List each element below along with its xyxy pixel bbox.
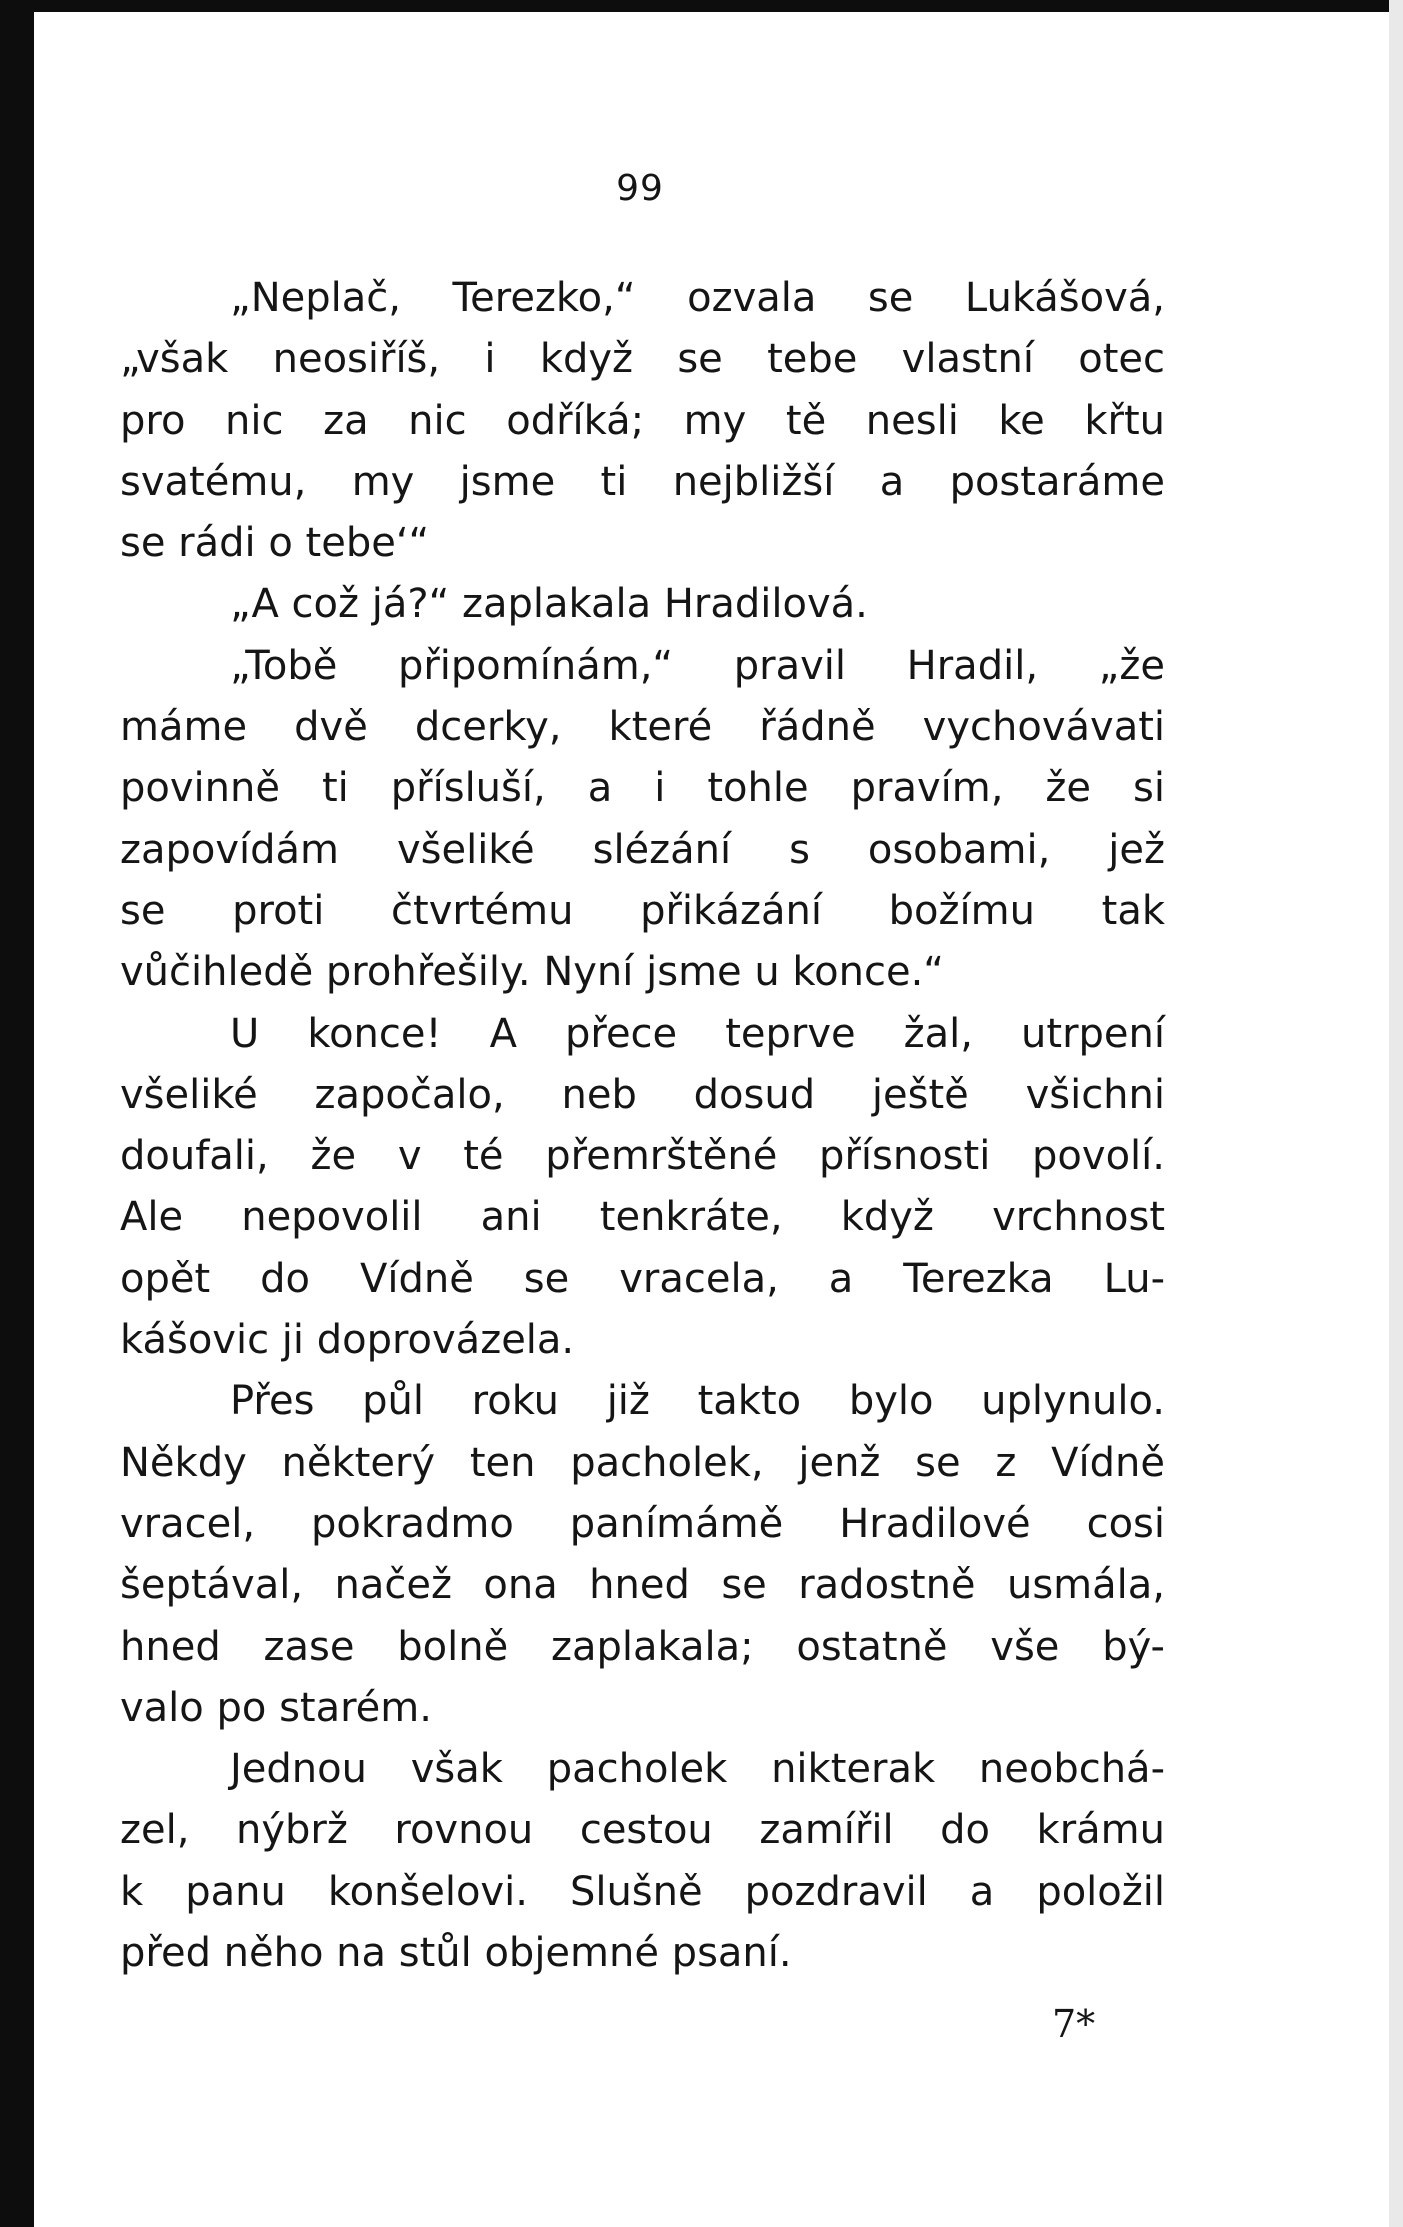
text-line: zel, nýbrž rovnou cestou zamířil do krámu bbox=[120, 1807, 1165, 1854]
text-line: se proti čtvrtému přikázání božímu tak bbox=[120, 887, 1165, 934]
text-line: „Neplač, Terezko,“ ozvala se Lukášová, bbox=[230, 275, 1165, 321]
text-line: zapovídám všeliké slézání s osobami, jež bbox=[120, 826, 1165, 873]
text-line: „však neosiříš, i když se tebe vlastní otec bbox=[120, 336, 1165, 383]
text-line: doufali, že v té přemrštěné přísnosti povolí. bbox=[120, 1133, 1165, 1180]
text-line: pro nic za nic odříká; my tě nesli ke křtu bbox=[120, 397, 1165, 444]
text-line: Někdy některý ten pacholek, jenž se z Vídně bbox=[120, 1439, 1165, 1486]
text-line: svatému, my jsme ti nejbližší a postaráme bbox=[120, 458, 1165, 505]
text-line: se rádi o tebe‘“ bbox=[120, 520, 430, 567]
text-line: Ale nepovolil ani tenkráte, když vrchnost bbox=[120, 1194, 1165, 1241]
text-line: před něho na stůl objemné psaní. bbox=[120, 1930, 792, 1977]
text-line: Jednou však pacholek nikterak neobchá- bbox=[230, 1746, 1165, 1793]
text-line: kášovic ji doprovázela. bbox=[120, 1317, 575, 1364]
text-line: „Tobě připomínám,“ pravil Hradil, „že bbox=[230, 642, 1165, 689]
text-line: máme dvě dcerky, které řádně vychovávati bbox=[120, 704, 1165, 751]
scan-border-left bbox=[0, 0, 34, 2227]
text-line: k panu konšelovi. Slušně pozdravil a položil bbox=[120, 1868, 1165, 1915]
text-line: všeliké započalo, neb dosud ještě všichni bbox=[120, 1071, 1165, 1118]
text-line: šeptával, načež ona hned se radostně usmála, bbox=[120, 1562, 1165, 1609]
text-line: „A což já?“ zaplakala Hradilová. bbox=[230, 581, 868, 628]
text-line: valo po starém. bbox=[120, 1684, 432, 1731]
body-text bbox=[120, 268, 1165, 1984]
signature-mark: 7* bbox=[1052, 2002, 1096, 2046]
text-line: Přes půl roku již takto bylo uplynulo. bbox=[230, 1378, 1165, 1425]
scan-border-top bbox=[0, 0, 1403, 12]
text-line: povinně ti přísluší, a i tohle pravím, že si bbox=[120, 765, 1165, 812]
scan-border-right bbox=[1389, 0, 1403, 2227]
text-line: hned zase bolně zaplakala; ostatně vše bý- bbox=[120, 1623, 1165, 1670]
page-number: 99 bbox=[616, 168, 664, 209]
text-line: vracel, pokradmo panímámě Hradilové cosi bbox=[120, 1500, 1165, 1547]
text-line: U konce! A přece teprve žal, utrpení bbox=[230, 1010, 1165, 1057]
text-line: opět do Vídně se vracela, a Terezka Lu- bbox=[120, 1255, 1165, 1302]
text-line: vůčihledě prohřešily. Nyní jsme u konce.“ bbox=[120, 949, 945, 996]
